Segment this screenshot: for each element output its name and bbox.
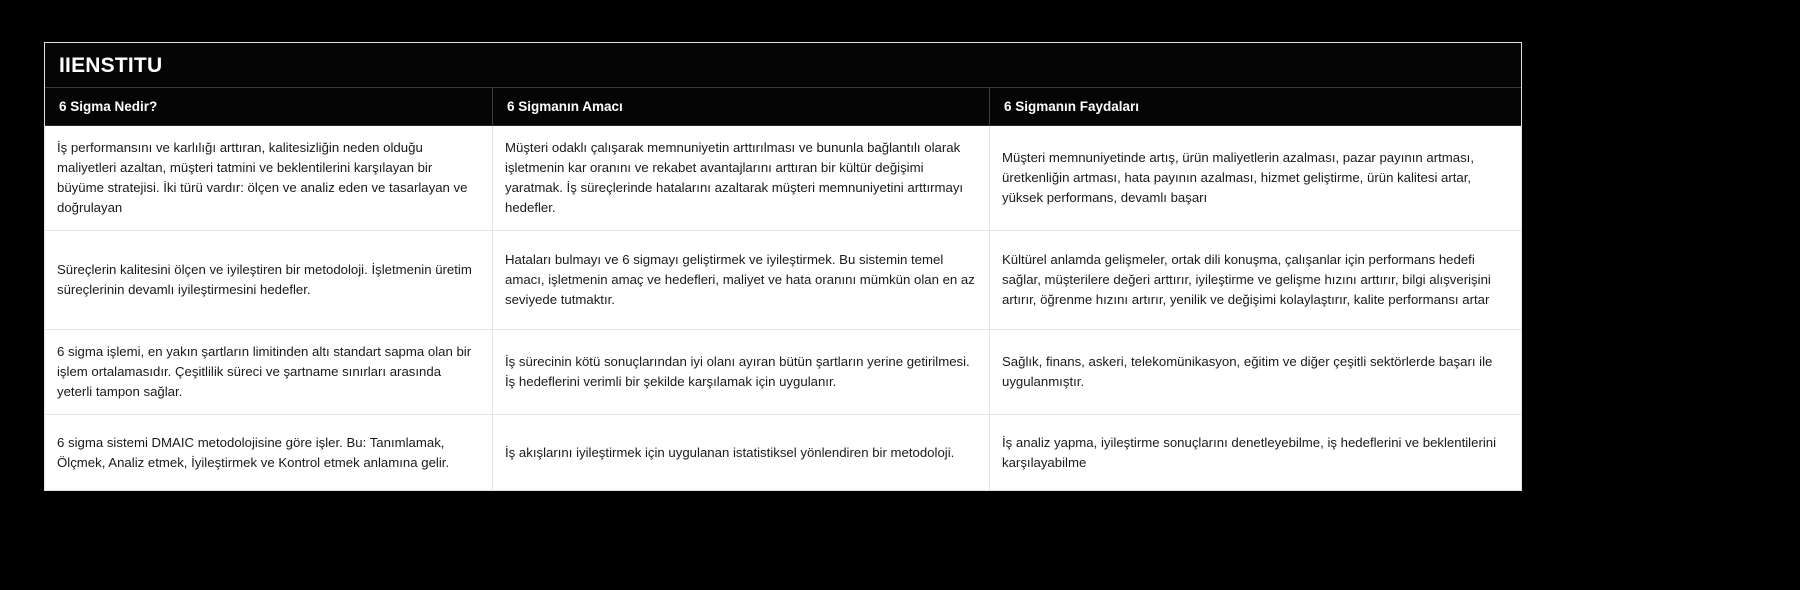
cell-text: 6 sigma işlemi, en yakın şartların limitinden altı standart sapma olan bir işlem ortalamasıdır. Çeşitlilik süreci ve şartname sınırları arasında yeterli tampon sağlar. [57,344,472,400]
brand-logo: IIENSTITU [59,53,163,77]
table-header-row [45,88,1521,126]
brand-header [45,43,1521,88]
table-cell-faydalari [990,330,1523,414]
cell-text: Sağlık, finans, askeri, telekomünikasyon, eğitim ve diğer çeşitli sektörlerde başarı ile uygulanmıştır. [1002,354,1493,390]
column-header-amac: 6 Sigmanın Amacı [493,88,990,125]
cell-text: İş akışlarını iyileştirmek için uygulanan istatistiksel yönlendiren bir metodoloji. [505,444,955,460]
table-row [45,415,1521,490]
table-cell-nedir [45,330,493,414]
cell-text: İş performansını ve karlılığı arttıran, kalitesizliğin neden olduğu maliyetleri azaltan, müşteri tatmini ve beklentilerini karşılayan bir büyüme stratejisi. İki türü vardır: ölçen ve analiz eden ve tasarlayan ve doğrulayan [57,140,468,216]
cell-text: Kültürel anlamda gelişmeler, ortak dili konuşma, çalışanlar için performans hedefi sağlar, müşterilere değeri arttırır, iyileştirme ve gelişme hızını arttırır, bilgi alışverişini artırır, öğrenme hızını artırır, yenilik ve değişimi kolaylaştırır, kalite performansı artar [1002,252,1491,308]
table-cell-faydalari [990,126,1523,230]
cell-text: 6 sigma sistemi DMAIC metodolojisine göre işler. Bu: Tanımlamak, Ölçmek, Analiz etmek, İyileştirmek ve Kontrol etmek anlamına gelir. [57,434,450,470]
column-header-nedir: 6 Sigma Nedir? [45,88,493,125]
table-cell-amac [493,330,990,414]
six-sigma-comparison-card [44,42,1522,491]
table-cell-faydalari [990,415,1523,490]
table-row [45,330,1521,415]
table-row [45,126,1521,231]
table-cell-nedir [45,126,493,230]
cell-text: Hataları bulmayı ve 6 sigmayı geliştirmek ve iyileştirmek. Bu sistemin temel amacı, işletmenin amaç ve hedefleri, maliyet ve hata oranını mümkün olan en az seviyede tutmaktır. [505,252,975,308]
cell-text: Süreçlerin kalitesini ölçen ve iyileştiren bir metodoloji. İşletmenin üretim süreçlerinin devamlı iyileştirmesini hedefler. [57,262,472,298]
table-cell-amac [493,415,990,490]
column-header-faydalari: 6 Sigmanın Faydaları [1004,99,1140,114]
cell-text: İş analiz yapma, iyileştirme sonuçlarını denetleyebilme, iş hedeflerini ve beklentilerini karşılayabilme [1002,434,1497,470]
cell-text: İş sürecinin kötü sonuçlarından iyi olanı ayıran bütün şartların yerine getirilmesi. İş hedeflerini verimli bir şekilde karşılamak için uygulanır. [505,354,970,390]
table-cell-nedir [45,415,493,490]
table-cell-faydalari [990,231,1523,329]
table-cell-nedir [45,231,493,329]
table-cell-amac [493,231,990,329]
table-row [45,231,1521,330]
cell-text: Müşteri odaklı çalışarak memnuniyetin arttırılması ve bununla bağlantılı olarak işletmenin kar oranını ve rekabet avantajlarını arttıran bir kültür değişimi yaratmak. İş süreçlerinde hatalarını azaltarak müşteri memnuniyetini arttırmayı hedefler. [505,140,964,216]
cell-text: Müşteri memnuniyetinde artış, ürün maliyetlerin azalması, pazar payının artması, üretkenliğin artması, hata payının azalması, hizmet geliştirme, ürün kalitesi artar, yüksek performans, devamlı başarı [1002,150,1475,206]
table-cell-amac [493,126,990,230]
